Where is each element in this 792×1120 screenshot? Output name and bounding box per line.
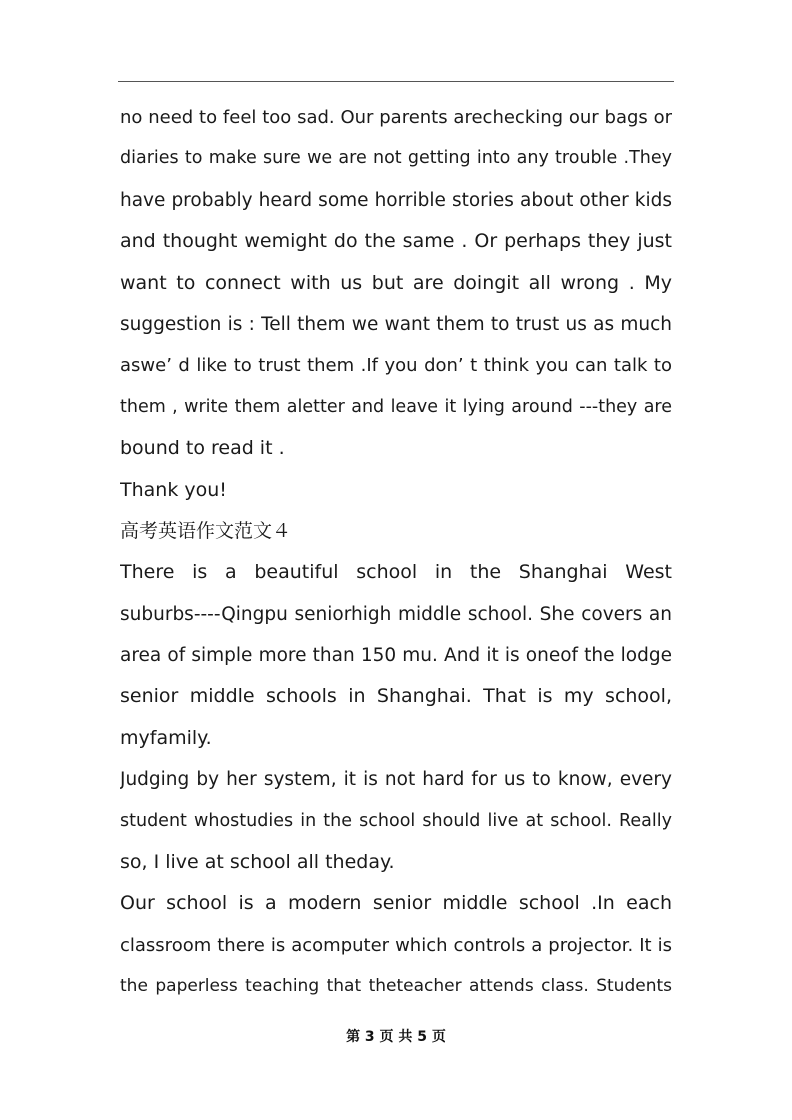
- text-line: Judging by her system, it is not hard for us to know, every: [120, 769, 672, 791]
- text-line: 高考英语作文范文４: [120, 519, 292, 542]
- text-line: and thought wemight do the same . Or perhaps they just: [120, 230, 672, 253]
- text-line: myfamily.: [120, 726, 212, 749]
- text-line: suburbs----Qingpu seniorhigh middle school. She covers an: [120, 603, 672, 625]
- text-line: There is a beautiful school in the Shanghai West: [120, 561, 672, 584]
- text-line: student whostudies in the school should live at school. Really: [120, 810, 672, 831]
- text-line: want to connect with us but are doingit all wrong . My: [120, 271, 672, 294]
- text-line: so, I live at school all theday.: [120, 851, 395, 874]
- document-body: [120, 97, 672, 1008]
- text-line: senior middle schools in Shanghai. That is my school,: [120, 685, 672, 708]
- text-line: no need to feel too sad. Our parents arechecking our bags or: [120, 107, 672, 128]
- text-line: bound to read it .: [120, 437, 285, 460]
- text-line: diaries to make sure we are not getting into any trouble .They: [120, 148, 672, 169]
- text-line: classroom there is acomputer which controls a projector. It is: [120, 934, 672, 956]
- text-line: them , write them aletter and leave it lying around ---they are: [120, 396, 672, 417]
- text-line: area of simple more than 150 mu. And it is oneof the lodge: [120, 645, 672, 667]
- header-rule: [118, 81, 674, 82]
- text-line: Our school is a modern senior middle school .In each: [120, 892, 672, 915]
- text-line: have probably heard some horrible stories about other kids: [120, 189, 672, 211]
- text-line: aswe’ d like to trust them .If you don’ t think you can talk to: [120, 355, 672, 377]
- text-line: Thank you!: [120, 478, 227, 501]
- text-line: the paperless teaching that theteacher attends class. Students: [120, 976, 672, 997]
- page-number-footer: 第 3 页 共 5 页: [346, 1029, 446, 1045]
- text-line: suggestion is : Tell them we want them to trust us as much: [120, 313, 672, 335]
